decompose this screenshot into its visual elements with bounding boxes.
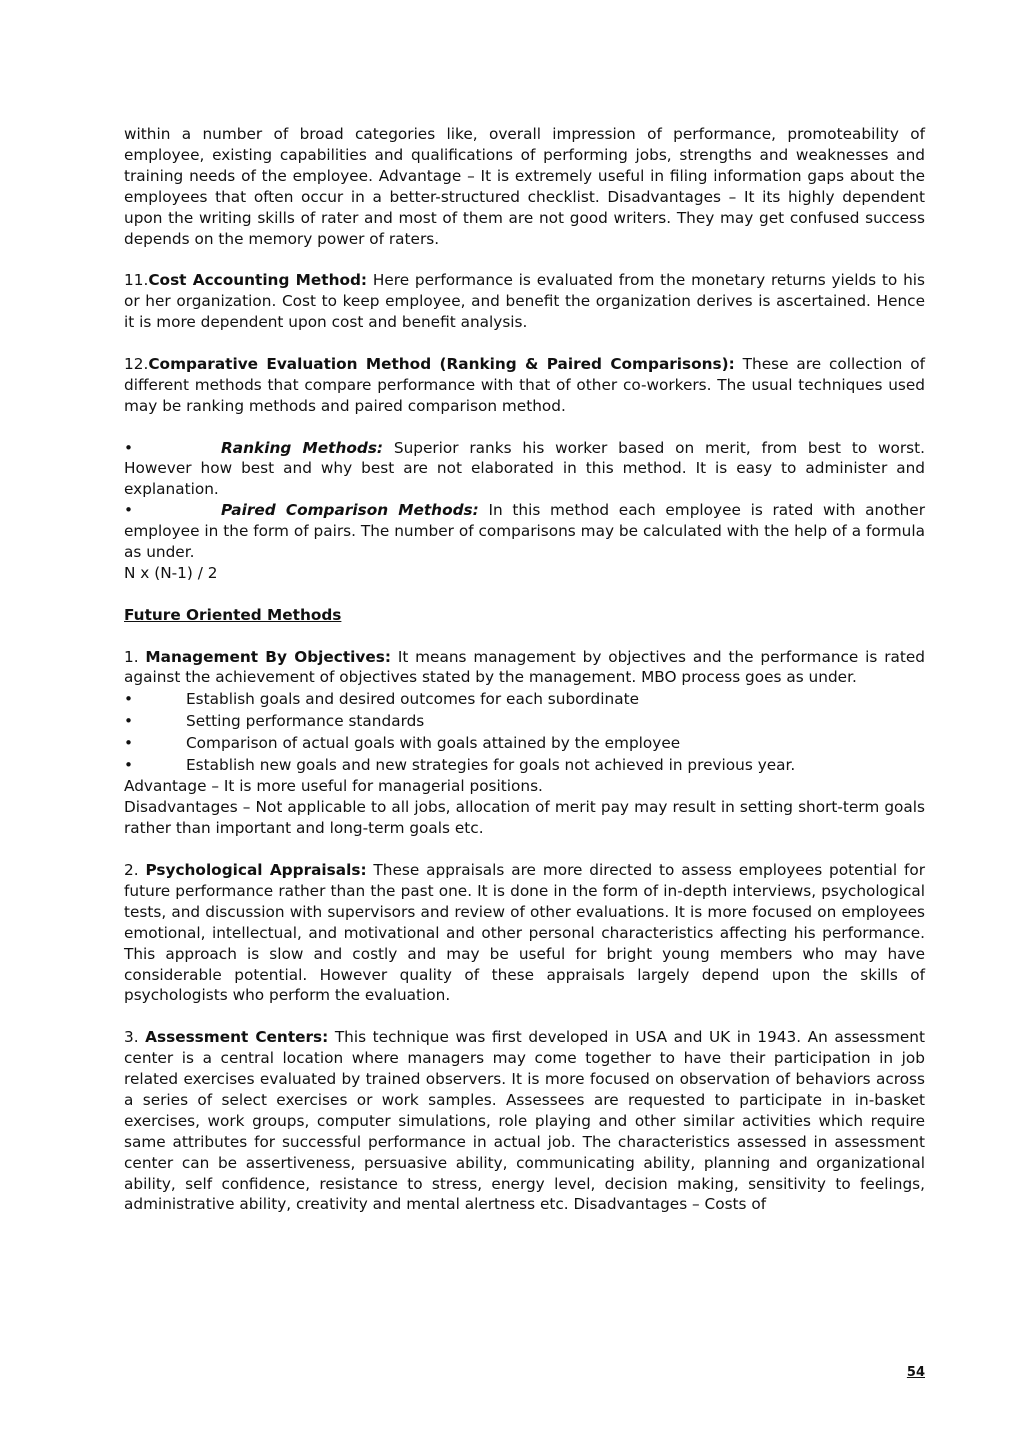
comparative-body: These are collection of different methods that compare performance with that of other co-workers. The usual techniques used may be ranking methods and paired comparison method. — [124, 354, 925, 415]
cost-body: Here performance is evaluated from the monetary returns yields to his or her organization. Cost to keep employee, and benefit the organization derives is ascertained. Hence it is more dependent upon cost and benefit analysis. — [124, 271, 925, 332]
list-item: • Establish new goals and new strategies for goals not achieved in previous year. — [124, 756, 796, 775]
mbo-advantage: Advantage – It is more useful for managerial positions. — [124, 777, 543, 796]
list-item: • Establish goals and desired outcomes for each subordinate — [124, 690, 639, 709]
mbo-body: It means management by objectives and the performance is rated against the achievement of objectives stated by the management. MBO process goes as under. — [124, 647, 925, 687]
paired-body: In this method each employee is rated with another employee in the form of pairs. The number of comparisons may be calculated with the help of a formula as under. — [124, 501, 925, 562]
cost-title: Cost Accounting Method: — [148, 271, 368, 290]
mbo-title: Management By Objectives: — [145, 647, 391, 666]
ranking-body: Superior ranks his worker based on merit, from best to worst. However how best and why best are not elaborated in this method. It is easy to administer and explanation. — [124, 438, 925, 499]
ranking-title: Ranking Methods: — [221, 438, 384, 457]
bullet-icon: • — [124, 438, 134, 457]
assess-title: Assessment Centers: — [145, 1028, 329, 1047]
psych-body: These appraisals are more directed to assess employees potential for future performance rather than the past one. It is done in the form of in-depth interviews, psychological tests, and discussion with supervisors and review of other evaluations. It is more focused on employees emotional, intellectual, and motivational and other personal characteristics affecting his performance. This approach is slow and costly and may be useful for bright young members who may have considerable potential. However quality of these appraisals largely depend upon the skills of psychologists who perform the evaluation. — [124, 861, 925, 1005]
assess-number: 3. — [124, 1028, 146, 1047]
document-page — [124, 124, 925, 1236]
mbo-list — [124, 688, 925, 776]
cost-number: 11. — [124, 271, 149, 290]
intro-paragraph: within a number of broad categories like, overall impression of performance, promoteability of employee, existing capabilities and qualifications of performing jobs, strengths and weaknesses and training needs of the employee. Advantage – It is extremely useful in filing information gaps about the employees that often occur in a better-structured checklist. Disadvantages – It its highly dependent upon the writing skills of rater and most of them are not good writers. They may get confused success depends on the memory power of raters. — [124, 125, 925, 248]
paired-title: Paired Comparison Methods: — [221, 501, 479, 520]
comparative-number: 12. — [124, 354, 149, 373]
assessment-paragraph — [124, 1027, 925, 1215]
mbo-disadvantages: Disadvantages – Not applicable to all jobs, allocation of merit pay may result in setting short-term goals rather than important and long-term goals etc. — [124, 798, 925, 838]
bullet-icon: • — [124, 712, 134, 731]
bullet-icon: • — [124, 501, 134, 520]
comparative-title: Comparative Evaluation Method (Ranking & Paired Comparisons): — [148, 354, 735, 373]
cost-accounting-paragraph — [124, 270, 925, 333]
ranking-paragraph — [124, 438, 925, 501]
psych-title: Psychological Appraisals: — [145, 861, 367, 879]
list-item: • Comparison of actual goals with goals attained by the employee — [124, 734, 681, 753]
bullet-icon: • — [124, 756, 134, 775]
bullet-icon: • — [124, 690, 134, 709]
list-item: • Setting performance standards — [124, 712, 425, 731]
psych-number: 2. — [124, 861, 146, 879]
assess-body: This technique was first developed in USA and UK in 1943. An assessment center is a central location where managers may come together to have their participation in job related exercises evaluated by trained observers. It is more focused on observation of behaviors across a series of select exercises or work samples. Assessees are requested to participate in in-basket exercises, work groups, computer simulations, role playing and other similar activities which require same attributes for successful performance in actual job. The characteristics assessed in assessment center can be assertiveness, persuasive ability, communicating ability, planning and organizational ability, self confidence, resistance to stress, energy level, decision making, sensitivity to feelings, administrative ability, creativity and mental alertness etc. Disadvantages – Costs of — [124, 1028, 925, 1214]
page-number: 54 — [906, 1365, 925, 1380]
bullet-icon: • — [124, 734, 134, 753]
future-heading: Future Oriented Methods — [124, 605, 342, 624]
paired-paragraph — [124, 500, 925, 563]
mbo-number: 1. — [124, 647, 146, 666]
comparative-paragraph — [124, 354, 925, 417]
mbo-paragraph — [124, 647, 925, 689]
paired-formula: N x (N-1) / 2 — [124, 563, 218, 582]
psych-paragraph — [124, 860, 925, 1006]
